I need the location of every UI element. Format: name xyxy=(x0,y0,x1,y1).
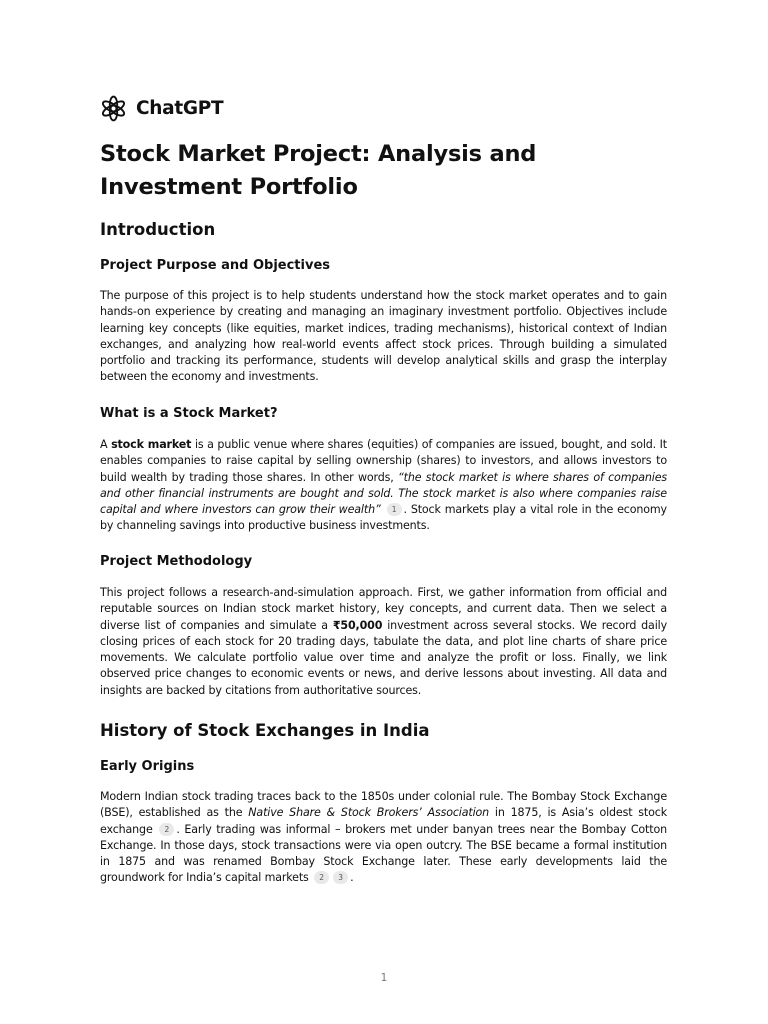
section-heading-introduction: Introduction xyxy=(100,220,216,239)
openai-logo-icon xyxy=(100,95,127,122)
citation-badge[interactable]: 3 xyxy=(333,871,348,884)
section-heading-history: History of Stock Exchanges in India xyxy=(100,721,430,740)
subsection-heading-purpose: Project Purpose and Objectives xyxy=(100,258,330,273)
purpose-paragraph: The purpose of this project is to help students understand how the stock market operates and to gain hands-on experience by creating and managing an imaginary investment portfolio. Objectives include learning key concepts (like equities, market indices, trading mechanisms), historical context of Indian exchanges, and analyzing how real-world events affect stock prices. Through building a simulated portfolio and tracking its performance, students will develop analytical skills and grasp the interplay between the economy and investments. xyxy=(100,289,667,384)
definition-quote: “the stock market is where shares of companies and other financial instruments are bought and sold. The stock market is also where companies raise capital and where investors can grow their wealth” xyxy=(100,470,668,517)
association-name: Native Share & Stock Brokers’ Association xyxy=(248,806,490,820)
citation-badge[interactable]: 2 xyxy=(159,823,174,836)
page-number: 1 xyxy=(380,972,388,984)
document-title: Stock Market Project: Analysis and Investment Portfolio xyxy=(100,141,537,200)
methodology-paragraph: This project follows a research-and-simulation approach. First, we gather information from official and reputable sources on Indian stock market history, key concepts, and current data. Then we select a diverse list of companies and simulate a ₹50,000 investment across several stocks. We record daily closing prices of each stock for 20 trading days, tabulate the data, and plot line charts of share price movements. We calculate portfolio value over time and analyze the profit or loss. Finally, we link observed price changes to economic events or news, and derive lessons about investing. All data and insights are backed by citations from authoritative sources. xyxy=(100,586,667,697)
citation-badge[interactable]: 2 xyxy=(314,871,329,884)
subsection-heading-early-origins: Early Origins xyxy=(100,759,195,774)
what-is-paragraph: A stock market is a public venue where shares (equities) of companies are issued, bought, and sold. It enables companies to raise capital by selling ownership (shares) to investors, and allows investors to build wealth by trading those shares. In other words, “the stock market is where shares of companies and other financial instruments are bought and sold. The stock market is also where companies raise capital and where investors can grow their wealth” 1 . Stock markets play a vital role in the economy by channeling savings into productive business investments. xyxy=(100,438,668,533)
bold-term: stock market xyxy=(111,438,192,451)
citation-badge[interactable]: 1 xyxy=(387,503,402,516)
brand-header xyxy=(100,95,223,121)
subsection-heading-methodology: Project Methodology xyxy=(100,554,253,569)
brand-name: ChatGPT xyxy=(136,97,224,119)
subsection-heading-what-is-stock-market: What is a Stock Market? xyxy=(100,406,278,421)
investment-amount: ₹50,000 xyxy=(332,618,383,632)
early-origins-paragraph: Modern Indian stock trading traces back to the 1850s under colonial rule. The Bombay Stock Exchange (BSE), established as the Native Share & Stock Brokers’ Association in 1875, is Asia’s oldest stock exchange 2 . Early trading was informal – brokers met under banyan trees near the Bombay Cotton Exchange. In those days, stock transactions were via open outcry. The BSE became a formal institution in 1875 and was renamed Bombay Stock Exchange later. These early developments laid the groundwork for India’s capital markets 2 3 . xyxy=(100,790,667,885)
